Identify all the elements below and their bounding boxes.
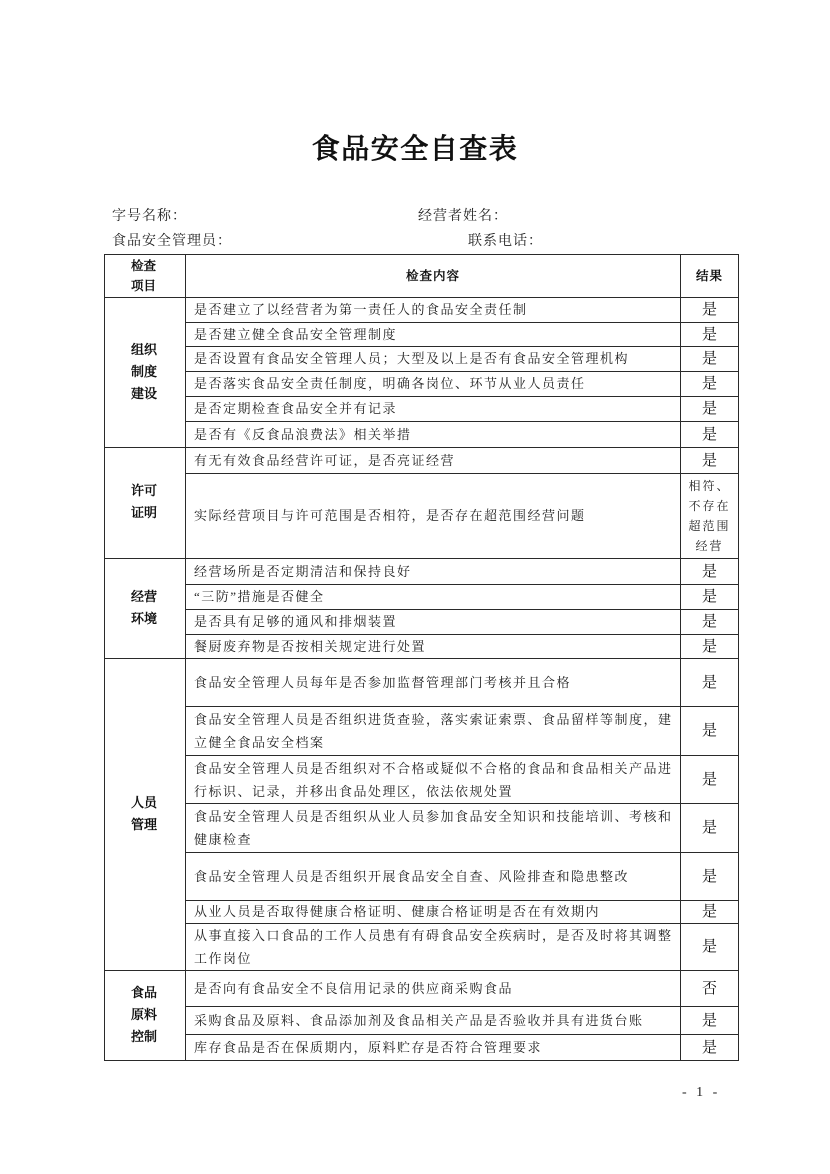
check-content-cell — [186, 924, 681, 971]
result-cell — [681, 397, 739, 422]
category-cell — [105, 298, 186, 448]
check-content-cell — [186, 372, 681, 397]
result-value: 否 — [701, 980, 717, 997]
category-label: 许可证明 — [131, 484, 158, 521]
check-item-text: 是否建立健全食品安全管理制度 — [194, 326, 398, 342]
result-cell — [681, 298, 739, 323]
result-cell — [681, 610, 739, 635]
check-item-text: 餐厨废弃物是否按相关规定进行处置 — [194, 638, 427, 654]
check-item-text: 是否有《反食品浪费法》相关举措 — [194, 426, 412, 442]
check-content-cell — [186, 635, 681, 659]
result-value: 是 — [701, 351, 717, 367]
check-content-cell — [186, 971, 681, 1007]
header-content: 检查内容 — [405, 268, 460, 283]
result-cell — [681, 901, 739, 924]
header-content-cell — [186, 255, 681, 298]
result-cell — [681, 448, 739, 474]
check-item-text: 是否定期检查食品安全并有记录 — [194, 401, 398, 416]
result-value: 是 — [701, 614, 717, 630]
category-label: 人员管理 — [131, 795, 158, 833]
business-name-label: 字号名称： — [112, 209, 187, 224]
result-value: 是 — [701, 868, 717, 885]
result-cell — [681, 853, 739, 901]
food-safety-manager-label: 食品安全管理员： — [112, 234, 232, 249]
result-value: 是 — [701, 1039, 717, 1056]
table-row — [105, 347, 739, 372]
table-row — [105, 756, 739, 804]
check-item-text: 食品安全管理人员是否组织进货查验，落实索证索票、食品留样等制度，建立健全食品安全档案 — [194, 712, 673, 750]
check-content-cell — [186, 804, 681, 853]
check-content-cell — [186, 347, 681, 372]
operator-name-label: 经营者姓名： — [418, 209, 508, 224]
check-content-cell — [186, 901, 681, 924]
category-cell — [105, 971, 186, 1061]
result-cell — [681, 924, 739, 971]
check-item-text: 是否建立了以经营者为第一责任人的食品安全责任制 — [194, 302, 528, 317]
table-row — [105, 1035, 739, 1061]
table-row — [105, 559, 739, 585]
table-row — [105, 397, 739, 422]
table-row — [105, 901, 739, 924]
table-row — [105, 422, 739, 448]
check-item-text: 食品安全管理人员是否组织从业人员参加食品安全知识和技能培训、考核和健康检查 — [194, 809, 673, 847]
category-cell — [105, 659, 186, 971]
check-content-cell — [186, 1035, 681, 1061]
category-cell — [105, 448, 186, 559]
category-label: 食品原料控制 — [131, 985, 158, 1045]
table-row — [105, 707, 739, 756]
check-item-text: 有无有效食品经营许可证，是否亮证经营 — [194, 452, 456, 468]
table-row — [105, 853, 739, 901]
document-title: 食品安全自查表 — [311, 134, 519, 165]
result-value: 是 — [701, 904, 717, 920]
check-content-cell — [186, 659, 681, 707]
result-value: 是 — [701, 452, 717, 469]
check-content-cell — [186, 756, 681, 804]
self-check-table — [104, 254, 739, 1061]
result-cell — [681, 422, 739, 448]
result-cell — [681, 559, 739, 585]
table-row — [105, 448, 739, 474]
check-item-text: “三防”措施是否健全 — [194, 589, 325, 604]
category-cell — [105, 559, 186, 659]
result-value: 是 — [701, 426, 717, 443]
check-item-text: 食品安全管理人员是否组织对不合格或疑似不合格的食品和食品相关产品进行标识、记录，并移出食品处理区，依法依规处置 — [194, 760, 673, 799]
result-value: 是 — [701, 376, 717, 392]
header-category: 检查项目 — [131, 258, 157, 293]
check-item-text: 是否具有足够的通风和排烟装置 — [194, 614, 398, 629]
check-item-text: 食品安全管理人员每年是否参加监督管理部门考核并且合格 — [194, 674, 572, 690]
result-value: 是 — [701, 723, 717, 739]
check-content-cell — [186, 707, 681, 756]
table-row — [105, 659, 739, 707]
result-cell — [681, 635, 739, 659]
category-label: 组织制度建设 — [131, 342, 158, 402]
result-value: 是 — [701, 771, 717, 788]
table-header-row — [105, 255, 739, 298]
result-cell — [681, 756, 739, 804]
result-value: 是 — [701, 589, 717, 605]
result-value: 是 — [701, 674, 717, 691]
check-content-cell — [186, 323, 681, 347]
check-content-cell — [186, 610, 681, 635]
table-row — [105, 323, 739, 347]
check-item-text: 是否向有食品安全不良信用记录的供应商采购食品 — [194, 980, 514, 996]
phone-label: 联系电话： — [468, 234, 543, 249]
result-value: 是 — [701, 1012, 717, 1029]
result-value: 是 — [701, 302, 717, 318]
check-item-text: 库存食品是否在保质期内，原料贮存是否符合管理要求 — [194, 1039, 543, 1055]
check-content-cell — [186, 448, 681, 474]
check-content-cell — [186, 853, 681, 901]
check-content-cell — [186, 298, 681, 323]
result-value: 是 — [701, 939, 717, 955]
check-content-cell — [186, 474, 681, 559]
header-result: 结果 — [695, 268, 723, 283]
result-cell — [681, 971, 739, 1007]
check-item-text: 食品安全管理人员是否组织开展食品安全自查、风险排查和隐患整改 — [194, 868, 630, 884]
result-value: 是 — [701, 638, 717, 655]
check-item-text: 从业人员是否取得健康合格证明、健康合格证明是否在有效期内 — [194, 904, 601, 919]
result-cell — [681, 707, 739, 756]
result-value: 相符、不存在超范围经营 — [688, 479, 731, 553]
check-item-text: 是否设置有食品安全管理人员；大型及以上是否有食品安全管理机构 — [194, 351, 630, 366]
check-content-cell — [186, 559, 681, 585]
table-row — [105, 971, 739, 1007]
check-content-cell — [186, 585, 681, 610]
check-content-cell — [186, 397, 681, 422]
table-row — [105, 1007, 739, 1035]
check-item-text: 实际经营项目与许可范围是否相符，是否存在超范围经营问题 — [194, 508, 586, 523]
table-row — [105, 585, 739, 610]
result-cell — [681, 323, 739, 347]
table-row — [105, 372, 739, 397]
page-number: - 1 - — [682, 1085, 721, 1100]
result-value: 是 — [701, 401, 717, 417]
table-row — [105, 635, 739, 659]
check-item-text: 经营场所是否定期清洁和保持良好 — [194, 563, 412, 579]
result-cell — [681, 804, 739, 853]
result-cell — [681, 372, 739, 397]
result-value: 是 — [701, 326, 717, 343]
table-row — [105, 924, 739, 971]
table-row — [105, 804, 739, 853]
result-cell — [681, 474, 739, 559]
result-value: 是 — [701, 820, 717, 836]
result-value: 是 — [701, 563, 717, 580]
check-content-cell — [186, 422, 681, 448]
result-cell — [681, 1035, 739, 1061]
table-row — [105, 474, 739, 559]
check-item-text: 从事直接入口食品的工作人员患有有碍食品安全疾病时，是否及时将其调整工作岗位 — [194, 928, 673, 966]
result-cell — [681, 1007, 739, 1035]
check-item-text: 采购食品及原料、食品添加剂及食品相关产品是否验收并具有进货台账 — [194, 1012, 644, 1028]
result-cell — [681, 585, 739, 610]
header-result-cell — [681, 255, 739, 298]
category-label: 经营环境 — [131, 589, 158, 627]
table-row — [105, 298, 739, 323]
header-category-cell — [105, 255, 186, 298]
result-cell — [681, 659, 739, 707]
check-content-cell — [186, 1007, 681, 1035]
check-item-text: 是否落实食品安全责任制度，明确各岗位、环节从业人员责任 — [194, 376, 586, 391]
result-cell — [681, 347, 739, 372]
table-row — [105, 610, 739, 635]
